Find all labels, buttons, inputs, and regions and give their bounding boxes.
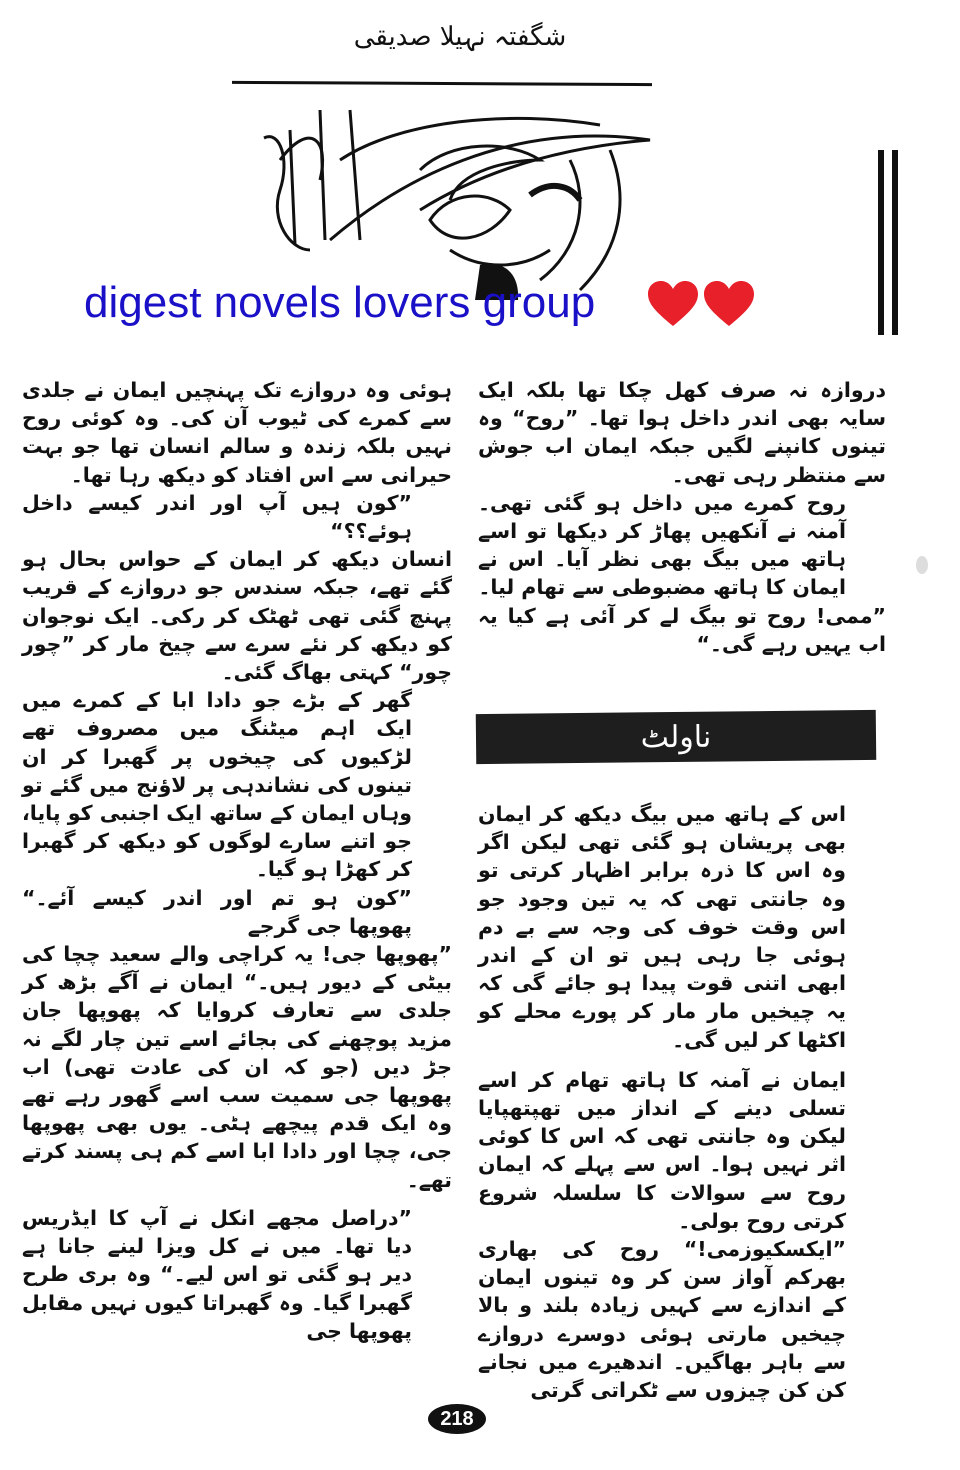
page-number-badge: 218 [428, 1404, 486, 1434]
author-name: شگفتہ نہیلا صدیقی [353, 22, 567, 52]
paragraph: ”کون ہو تم اور اندر کیسے آئے۔“ پھوپھا جی گرجے [22, 885, 412, 938]
watermark-text: digest novels lovers group [84, 278, 596, 327]
right-column-top-text [478, 376, 886, 658]
paragraph: ”پھوپھا جی! یہ کراچی والے سعید چچا کی بیٹی کے دیور ہیں۔“ ایمان نے آگے بڑھ کر جلدی سے تعارف کروایا کہ پھوپھا جان مزید پوچھنے کی بجائے اسے تین چار لگے نہ جڑ دیں (جو کہ ان کی عادت تھی) اب پھوپھا جی سمیت سب اسے گھور رہے تھے وہ ایک قدم پیچھے ہٹی۔ یوں بھی پھوپھا جی، چچا اور دادا ابا اسے کم ہی پسند کرتے تھے۔ [22, 942, 452, 1192]
vertical-rule [878, 150, 884, 335]
right-column-bottom-text [478, 800, 886, 1404]
left-column-text [22, 376, 452, 1345]
scan-artifact [916, 556, 928, 574]
paragraph: ”ممی! روح تو بیگ لے کر آئی ہے کیا یہ اب یہیں رہے گی۔“ [478, 603, 886, 656]
calligraphic-title-art [250, 100, 680, 300]
paragraph: گھر کے بڑے جو دادا ابا کے کمرے میں ایک اہم میٹنگ میں مصروف تھے لڑکیوں کی چیخوں پر گھبرا کر ان تینوں کی نشاندہی پر لاؤنج میں گئے تو وہاں ایمان کے ساتھ ایک اجنبی کو پایا، جو اتنے سارے لوگوں کو دیکھ کر گھبرا کر کھڑا ہو گیا۔ [22, 688, 412, 882]
author-underline-divider [232, 81, 652, 86]
paragraph: ہوئی وہ دروازے تک پہنچیں ایمان نے جلدی سے کمرے کی ٹیوب آن کی۔ وہ کوئی روح نہیں بلکہ زندہ و سالم انسان تھا جو بہت حیرانی سے اس افتاد کو دیکھ رہا تھا۔ [22, 378, 452, 487]
heart-icon [702, 280, 756, 330]
section-banner-label: ناولٹ [640, 719, 712, 755]
heart-emoji-group [646, 280, 756, 330]
paragraph: ”کون ہیں آپ اور اندر کیسے داخل ہوئے؟؟“ [22, 490, 412, 544]
paragraph: ”دراصل مجھے انکل نے آپ کا ایڈریس دیا تھا۔ میں نے کل ویزا لینے جانا ہے دیر ہو گئی تو اس لیے۔“ وہ بری طرح گھبرا گیا۔ وہ گھبراتا کیوں نہیں مقابل پھوپھا جی [22, 1205, 412, 1343]
paragraph: روح کمرے میں داخل ہو گئی تھی۔ آمنہ نے آنکھیں پھاڑ کر دیکھا تو اسے ہاتھ میں بیگ بھی نظر آیا۔ اس نے ایمان کا ہاتھ مضبوطی سے تھام لیا۔ [478, 490, 846, 600]
paragraph: ”ایکسکیوزمی!“ روح کی بھاری بھرکم آواز سن کر وہ تینوں ایمان کے اندازے سے کہیں زیادہ بلند و بالا چیخیں مارتی ہوئی دوسرے دروازے سے باہر بھاگیں۔ اندھیرے میں نجانے کن کن چیزوں سے ٹکراتی گرتی [478, 1237, 846, 1403]
paragraph: دروازہ نہ صرف کھل چکا تھا بلکہ ایک سایہ بھی اندر داخل ہوا تھا۔ ”روح“ وہ تینوں کانپنے لگیں جبکہ ایمان اب جوش سے منتظر رہی تھی۔ [478, 378, 886, 487]
paragraph: انسان دیکھ کر ایمان کے حواس بحال ہو گئے تھے، جبکہ سندس جو دروازے کے قریب پہنچ گئی تھی ٹھٹک کر رکی۔ ایک نوجوان کو دیکھ کر نئے سرے سے چیخ مار کر ”چور چور“ کہتی بھاگ گئی۔ [22, 547, 452, 685]
heart-icon [646, 280, 700, 330]
section-banner-novelette [476, 710, 877, 764]
decorative-double-rule [876, 150, 906, 335]
paragraph: ایمان نے آمنہ کا ہاتھ تھام کر اسے تسلی دینے کے انداز میں تھپتھپایا لیکن وہ جانتی تھی کہ اس کا کوئی اثر نہیں ہوا۔ اس سے پہلے کہ ایمان روح سے سوالات کا سلسلہ شروع کرتی روح بولی۔ [478, 1067, 846, 1233]
vertical-rule [892, 150, 898, 335]
paragraph: اس کے ہاتھ میں بیگ دیکھ کر ایمان بھی پریشان ہو گئی تھی لیکن اگر وہ اس کا ذرہ برابر اظہار کرتی تو وہ جانتی تھی کہ یہ تین وجود جو اس وقت خوف کی وجہ سے بے دم ہوئی جا رہی ہیں تو ان کے اندر ابھی اتنی قوت پیدا ہو جائے گی کہ یہ چیخیں مار مار کر پورے محلے کو اکٹھا کر لیں گی۔ [478, 802, 846, 1052]
